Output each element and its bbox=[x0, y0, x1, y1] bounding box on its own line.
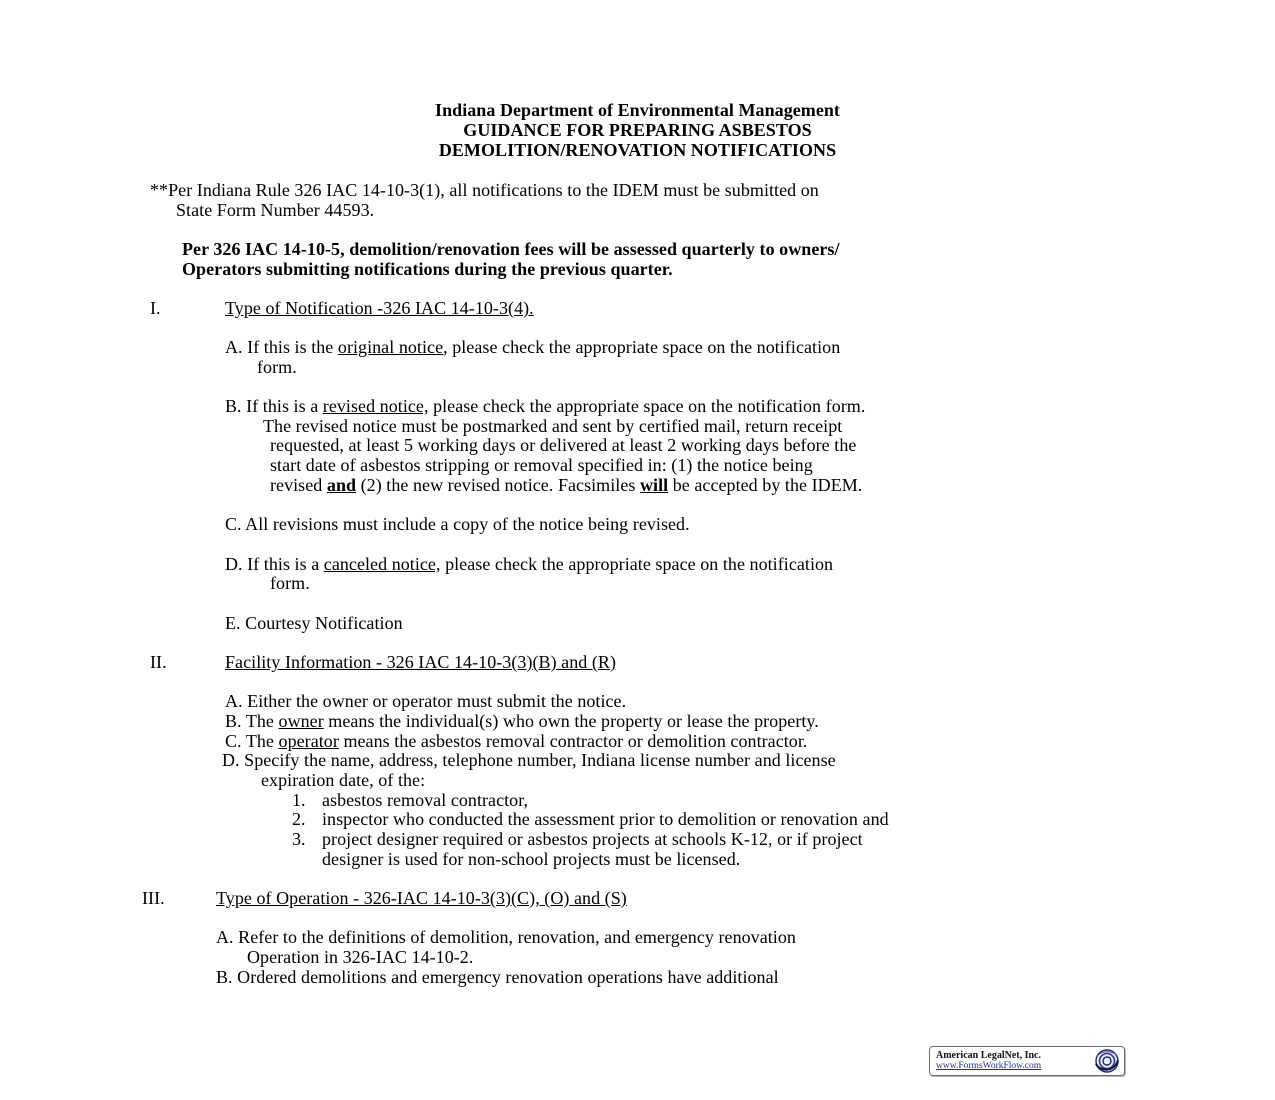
section-1-item-d-line-2: form. bbox=[270, 573, 310, 593]
globe-swirl-icon bbox=[1091, 1048, 1121, 1074]
section-3-item-b: B. Ordered demolitions and emergency renovation operations have additional bbox=[216, 967, 779, 987]
operator-term: operator bbox=[278, 731, 339, 751]
item-d-suffix: please check the appropriate space on the notification bbox=[440, 554, 834, 574]
section-3-item-a: A. Refer to the definitions of demolition, renovation, and emergency renovation bbox=[216, 927, 796, 947]
list-item: asbestos removal contractor, bbox=[322, 790, 529, 810]
rule-line-2: State Form Number 44593. bbox=[176, 200, 375, 220]
section-2-item-c bbox=[225, 731, 807, 751]
section-1-item-a bbox=[225, 337, 840, 357]
section-3-numeral: III. bbox=[142, 888, 165, 908]
section-1-item-b-line-4: start date of asbestos stripping or removal specified in: (1) the notice being bbox=[270, 455, 813, 475]
fees-line-2: Operators submitting notifications during the previous quarter. bbox=[182, 259, 673, 279]
section-1-item-b-line-2: The revised notice must be postmarked and sent by certified mail, return receipt bbox=[263, 416, 843, 436]
fees-line-1: Per 326 IAC 14-10-5, demolition/renovation fees will be assessed quarterly to owners/ bbox=[182, 239, 840, 259]
section-3-item-a-line-2: Operation in 326-IAC 14-10-2. bbox=[247, 947, 474, 967]
rule-line-1: **Per Indiana Rule 326 IAC 14-10-3(1), all notifications to the IDEM must be submitted on bbox=[150, 180, 819, 200]
line-5-part-b: (2) the new revised notice. Facsimiles bbox=[356, 475, 640, 495]
section-2-item-d: D. Specify the name, address, telephone number, Indiana license number and license bbox=[222, 750, 836, 770]
section-3-heading: Type of Operation - 326-IAC 14-10-3(3)(C), (O) and (S) bbox=[216, 888, 627, 908]
canceled-notice-term: canceled notice, bbox=[323, 554, 441, 574]
section-1-item-d bbox=[225, 554, 833, 574]
item-b-prefix: B. If this is a bbox=[225, 396, 323, 416]
item-b-prefix: B. The bbox=[225, 711, 279, 731]
section-1-item-b-line-5 bbox=[270, 475, 862, 495]
title-line-1: GUIDANCE FOR PREPARING ASBESTOS bbox=[463, 120, 812, 140]
item-d-prefix: D. If this is a bbox=[225, 554, 324, 574]
item-b-suffix: please check the appropriate space on the notification form. bbox=[428, 396, 866, 416]
section-1-item-b-line-3: requested, at least 5 working days or delivered at least 2 working days before the bbox=[270, 435, 857, 455]
section-1-item-b bbox=[225, 396, 865, 416]
item-c-prefix: C. The bbox=[225, 731, 279, 751]
list-item-number: 3. bbox=[292, 829, 306, 849]
original-notice-term: original notice bbox=[337, 337, 444, 357]
emphasis-will: will bbox=[639, 475, 669, 495]
list-item-number: 2. bbox=[292, 809, 306, 829]
revised-notice-term: revised notice, bbox=[322, 396, 429, 416]
list-item-number: 1. bbox=[292, 790, 306, 810]
item-a-prefix: A. If this is the bbox=[225, 337, 338, 357]
section-1-item-e: E. Courtesy Notification bbox=[225, 613, 403, 633]
section-1-heading: Type of Notification -326 IAC 14-10-3(4). bbox=[225, 298, 534, 318]
owner-term: owner bbox=[278, 711, 324, 731]
line-5-part-c: be accepted by the IDEM. bbox=[668, 475, 863, 495]
line-5-part-a: revised bbox=[270, 475, 327, 495]
american-legalnet-logo[interactable] bbox=[929, 1046, 1125, 1076]
section-2-heading: Facility Information - 326 IAC 14-10-3(3)(B) and (R) bbox=[225, 652, 617, 672]
title-line-2: DEMOLITION/RENOVATION NOTIFICATIONS bbox=[438, 140, 837, 160]
section-1-item-a-line-2: form. bbox=[257, 357, 297, 377]
list-item: inspector who conducted the assessment prior to demolition or renovation and bbox=[322, 809, 889, 829]
emphasis-and: and bbox=[326, 475, 357, 495]
formsworkflow-link[interactable]: www.FormsWorkFlow.com bbox=[936, 1061, 1042, 1071]
item-c-suffix: means the asbestos removal contractor or demolition contractor. bbox=[338, 731, 808, 751]
list-item: project designer required or asbestos projects at schools K-12, or if project bbox=[322, 829, 863, 849]
section-2-item-b bbox=[225, 711, 819, 731]
list-item-continuation: designer is used for non-school projects must be licensed. bbox=[322, 849, 741, 869]
logo-company-name: American LegalNet, Inc. bbox=[936, 1050, 1041, 1061]
section-2-item-a: A. Either the owner or operator must submit the notice. bbox=[225, 691, 627, 711]
agency-name: Indiana Department of Environmental Management bbox=[435, 100, 840, 120]
item-b-suffix: means the individual(s) who own the property or lease the property. bbox=[323, 711, 819, 731]
section-2-item-d-line-2: expiration date, of the: bbox=[261, 770, 426, 790]
section-2-numeral: II. bbox=[150, 652, 167, 672]
item-a-suffix: , please check the appropriate space on the notification bbox=[443, 337, 841, 357]
section-1-item-c: C. All revisions must include a copy of the notice being revised. bbox=[225, 514, 690, 534]
section-1-numeral: I. bbox=[150, 298, 161, 318]
